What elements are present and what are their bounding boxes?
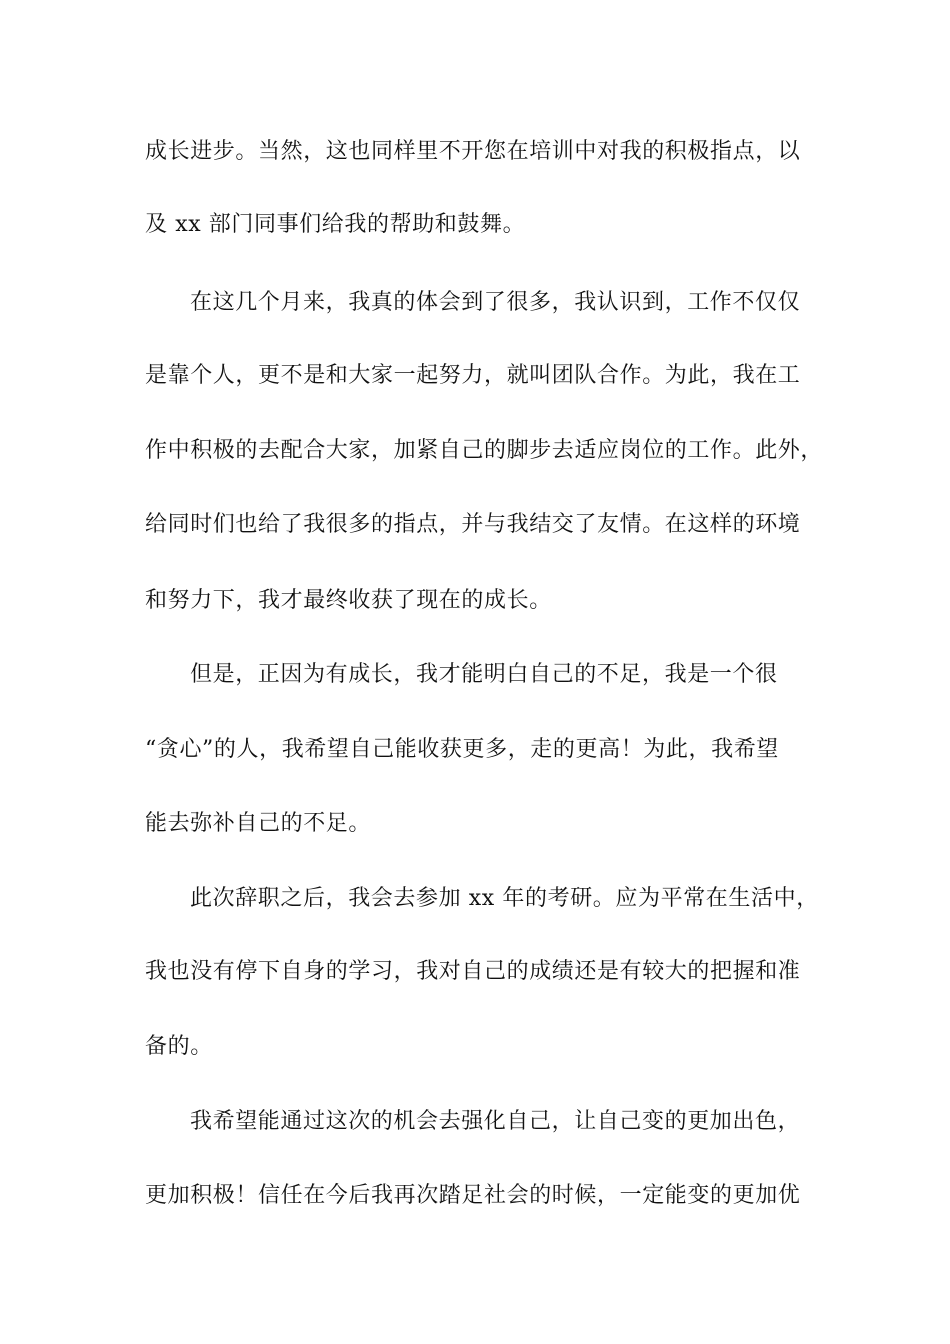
paragraph-start-line: 此次辞职之后，我会去参加 xx 年的考研。应为平常在生活中， [190,886,819,911]
paragraph-start-line: 我希望能通过这次的机会去强化自己，让自己变的更加出色， [190,1109,801,1134]
paragraph-start-line: 在这几个月来，我真的体会到了很多，我认识到，工作不仅仅 [190,290,801,315]
paragraph-start-line: 但是，正因为有成长，我才能明白自己的不足，我是一个很 [190,662,778,687]
text-line: “贪心”的人，我希望自己能收获更多，走的更高！为此，我希望 [145,737,779,762]
text-line: 成长进步。当然，这也同样里不开您在培训中对我的积极指点，以 [145,139,801,164]
text-line: 更加积极！信任在今后我再次踏足社会的时候，一定能变的更加优 [145,1183,801,1208]
text-line: 和努力下，我才最终收获了现在的成长。 [145,588,552,613]
text-line: 给同时们也给了我很多的指点，并与我结交了友情。在这样的环境 [145,512,801,537]
text-line: 备的。 [145,1034,213,1059]
text-line: 作中积极的去配合大家，加紧自己的脚步去适应岗位的工作。此外， [145,438,824,463]
text-line: 及 xx 部门同事们给我的帮助和鼓舞。 [145,212,526,237]
text-line: 是靠个人，更不是和大家一起努力，就叫团队合作。为此，我在工 [145,363,801,388]
text-line: 我也没有停下自身的学习，我对自己的成绩还是有较大的把握和准 [145,959,801,984]
text-line: 能去弥补自己的不足。 [145,811,372,836]
